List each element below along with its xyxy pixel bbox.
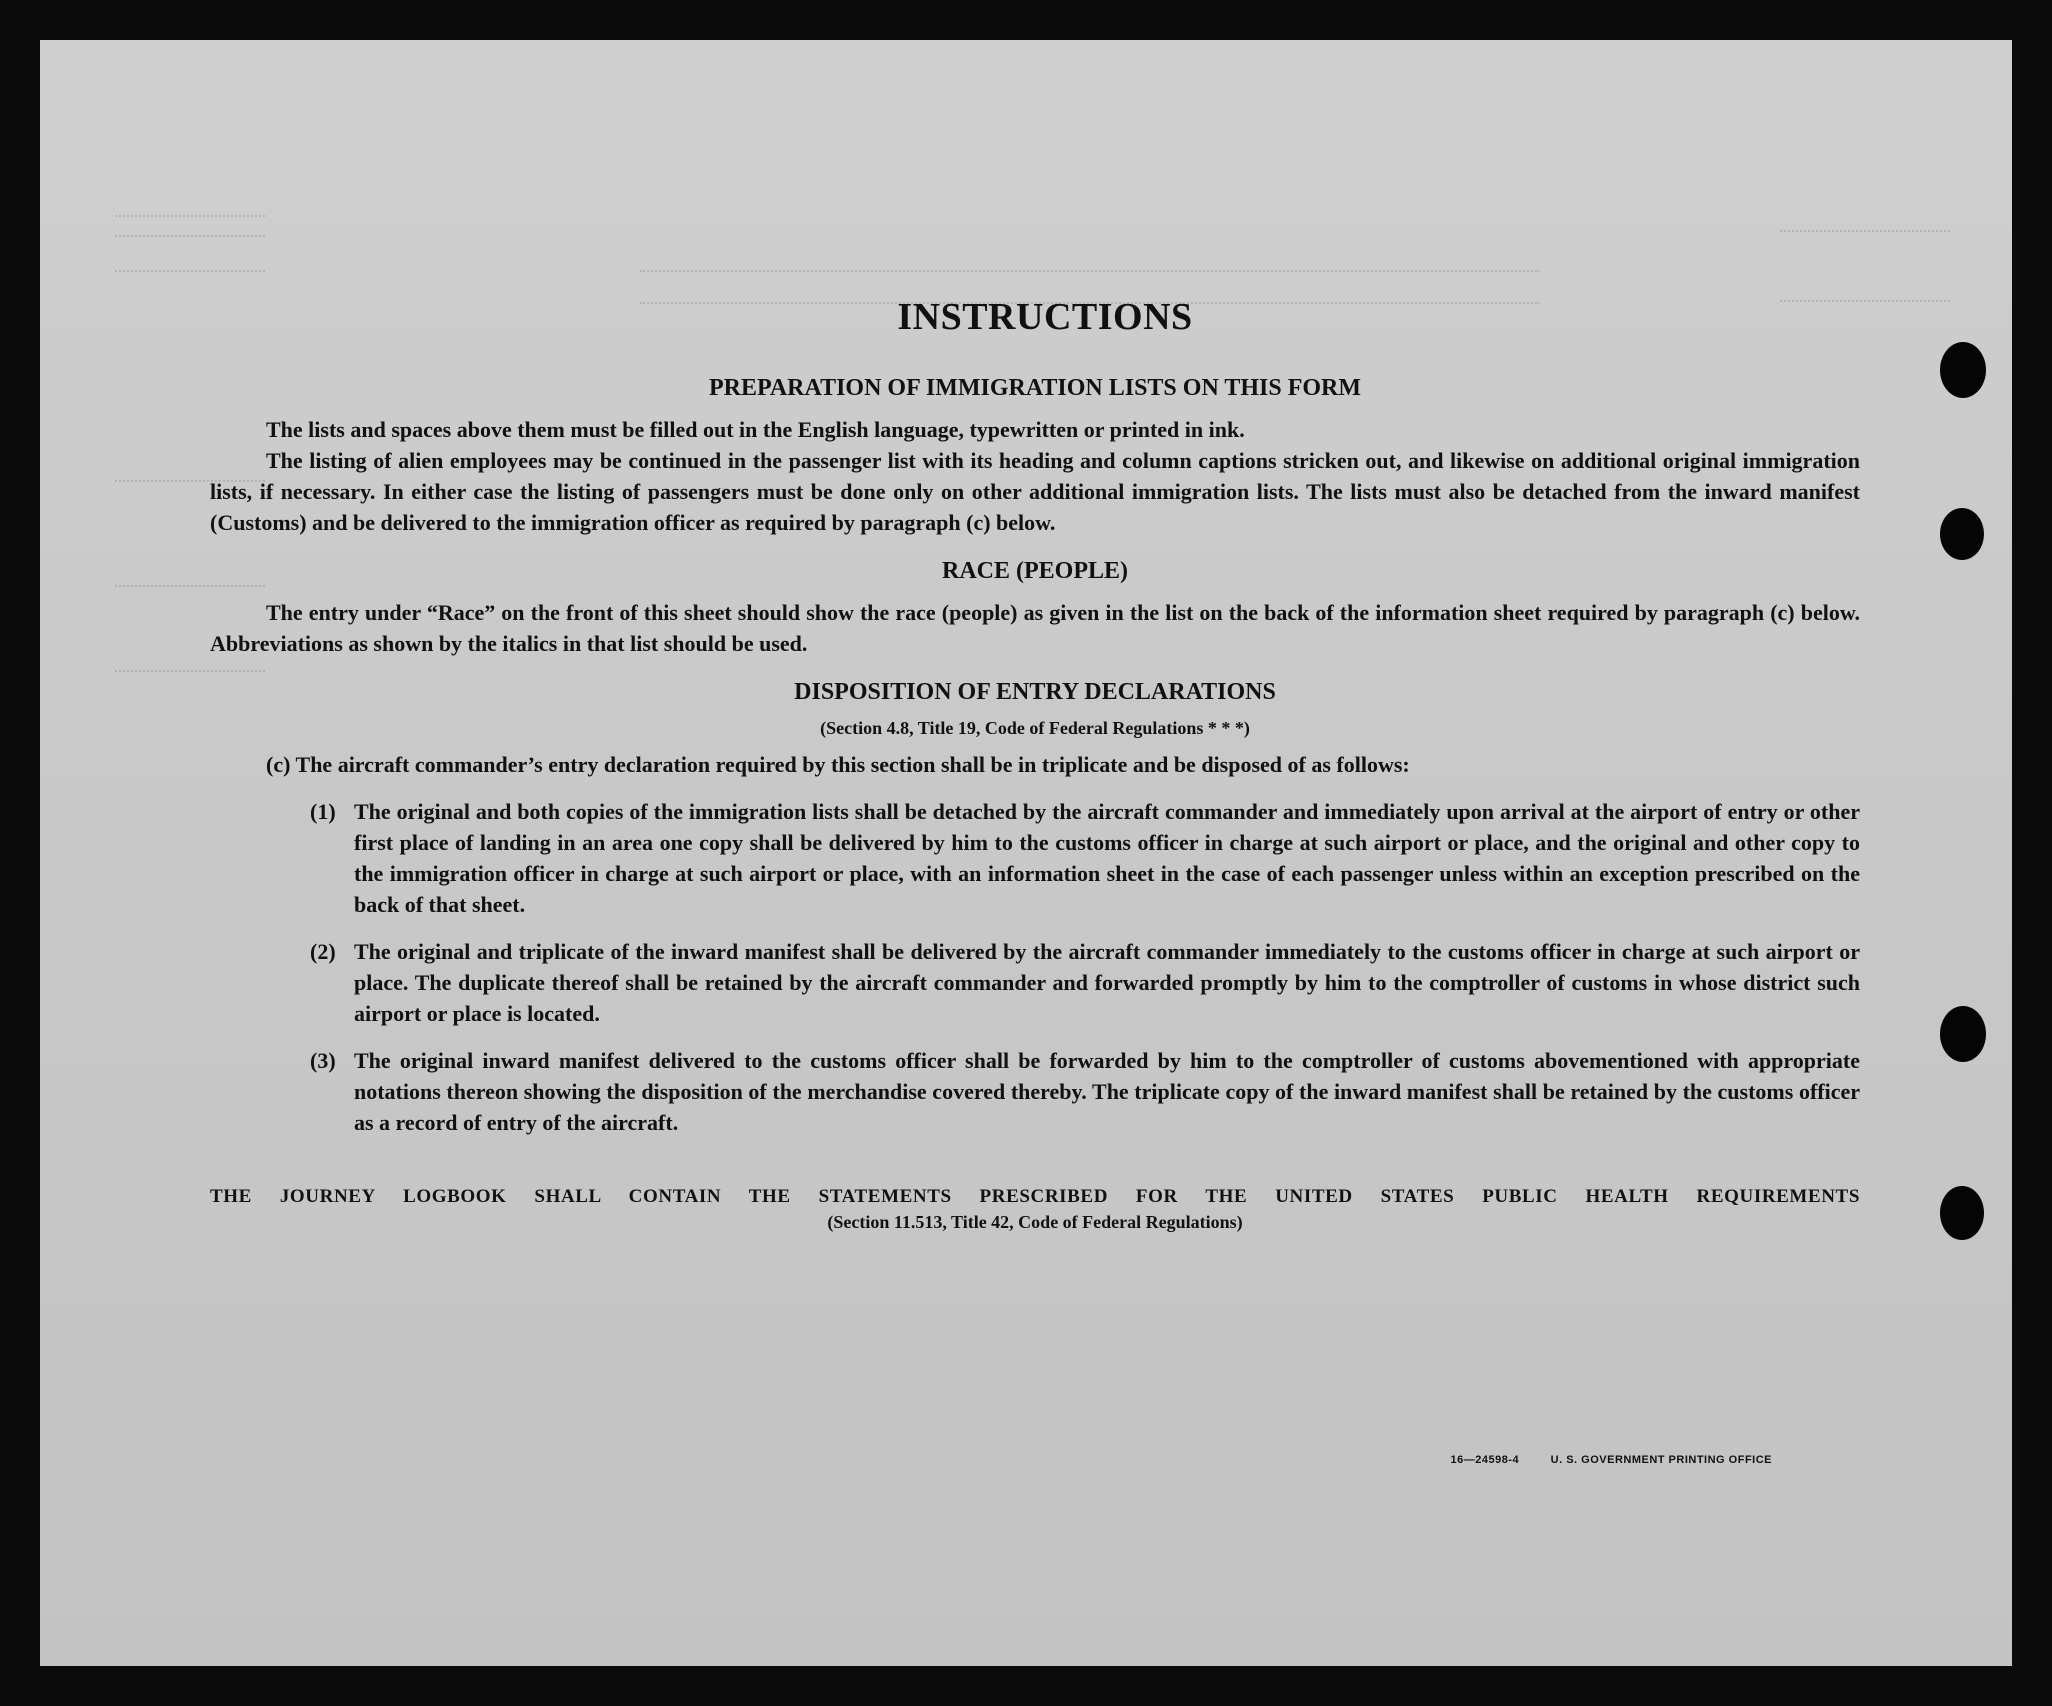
document-title: INSTRUCTIONS — [897, 296, 1193, 338]
item-text: The original and both copies of the immigration lists shall be detached by the aircraft commander and immediately upon arrival at the airport of entry or other first place of landing in an area one copy shall be delivered by him to the customs officer in charge at such airport or place, and the original and other copy to the immigration officer in charge at such airport or place, with an information sheet in the case of each passenger unless within an exception prescribed on the back of that sheet. — [354, 799, 1860, 917]
item-number: (1) — [310, 799, 336, 824]
printer-name: U. S. GOVERNMENT PRINTING OFFICE — [1550, 1454, 1772, 1466]
disposition-item — [210, 796, 1860, 920]
document-page — [40, 40, 2012, 1666]
printing-office-line — [1450, 1454, 1772, 1466]
disposition-heading: DISPOSITION OF ENTRY DECLARATIONS — [794, 679, 1276, 705]
bleed-through-line — [115, 270, 265, 272]
punch-hole — [1940, 508, 1984, 560]
punch-hole — [1940, 1186, 1984, 1240]
bleed-through-line — [1780, 230, 1950, 232]
race-paragraph: The entry under “Race” on the front of this sheet should show the race (people) as given in the list on the back of the information sheet required by paragraph (c) below. Abbreviations as shown by the italics in that list should be used. — [210, 600, 1860, 656]
race-heading: RACE (PEOPLE) — [942, 558, 1128, 584]
item-text: The original and triplicate of the inward manifest shall be delivered by the aircraft commander immediately to the customs officer in charge at such airport or place. The duplicate thereof shall be retained by the aircraft commander and forwarded promptly by him to the comptroller of customs in whose district such airport or place is located. — [354, 939, 1860, 1026]
preparation-paragraph-1: The lists and spaces above them must be filled out in the English language, typewritten or printed in ink. — [266, 417, 1245, 442]
bleed-through-line — [115, 215, 265, 217]
item-number: (2) — [310, 939, 336, 964]
form-number: 16—24598-4 — [1450, 1454, 1520, 1466]
instructions-content — [210, 295, 1860, 1233]
punch-hole — [1940, 1006, 1986, 1062]
logbook-statement: THE JOURNEY LOGBOOK SHALL CONTAIN THE STATEMENTS PRESCRIBED FOR THE UNITED STATES PUBLIC HEALTH REQUIREMENTS — [210, 1186, 1860, 1207]
disposition-item — [210, 936, 1860, 1029]
disposition-citation: (Section 4.8, Title 19, Code of Federal Regulations * * *) — [820, 718, 1250, 738]
disposition-lead: (c) The aircraft commander’s entry declaration required by this section shall be in triplicate and be disposed of as follows: — [266, 752, 1410, 777]
preparation-paragraph-2: The listing of alien employees may be continued in the passenger list with its heading and column captions stricken out, and likewise on additional original immigration lists, if necessary. In either case the listing of passengers must be done only on other additional immigration lists. The lists must also be detached from the inward manifest (Customs) and be delivered to the immigration officer as required by paragraph (c) below. — [210, 448, 1860, 535]
logbook-citation: (Section 11.513, Title 42, Code of Federal Regulations) — [827, 1212, 1243, 1232]
item-text: The original inward manifest delivered to the customs officer shall be forwarded by him to the comptroller of customs abovementioned with appropriate notations thereon showing the disposition of the merchandise covered thereby. The triplicate copy of the inward manifest shall be retained by the customs officer as a record of entry of the aircraft. — [354, 1048, 1860, 1135]
preparation-heading: PREPARATION OF IMMIGRATION LISTS ON THIS FORM — [708, 375, 1362, 401]
punch-hole — [1940, 342, 1986, 398]
bleed-through-line — [115, 235, 265, 237]
bleed-through-line — [640, 270, 1540, 272]
item-number: (3) — [310, 1048, 336, 1073]
disposition-item — [210, 1045, 1860, 1138]
